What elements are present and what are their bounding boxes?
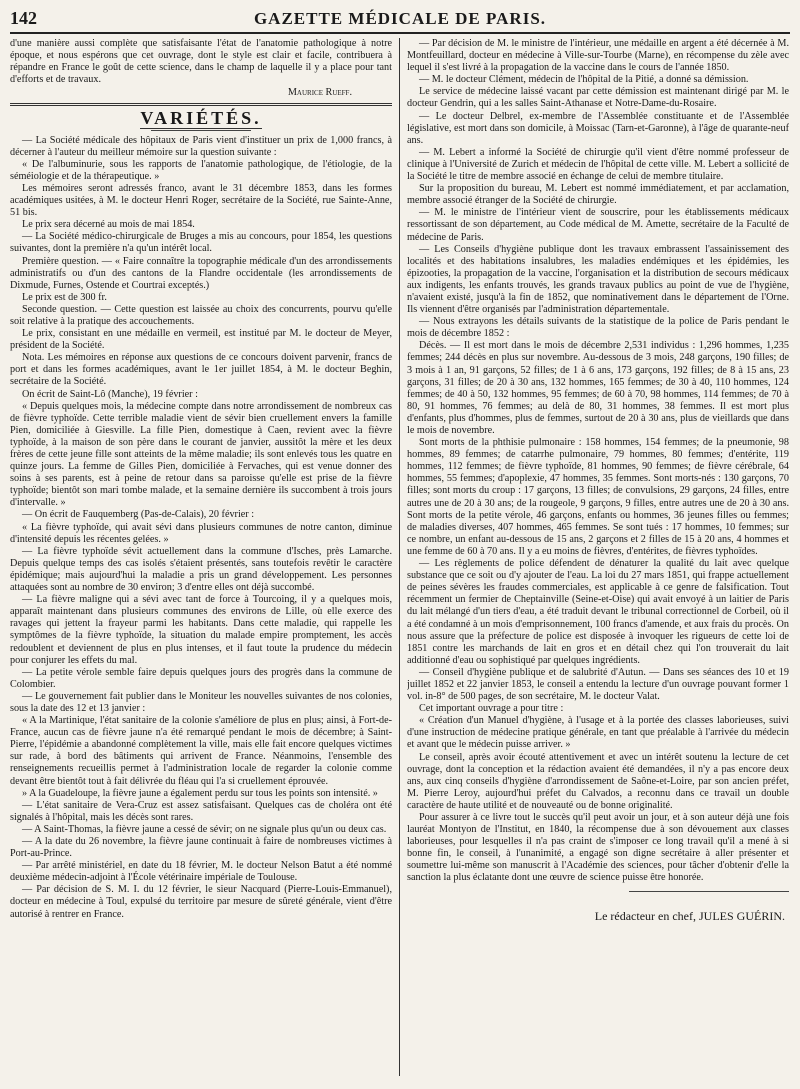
paragraph: Cet important ouvrage a pour titre : xyxy=(419,703,564,715)
paragraph: — Par décision de S. M. I. du 12 février, le sieur Nacquard (Pierre-Louis-Emmanuel), docteur en médecine à Toul, expulsé du territoire par mesure de sûreté générale, vient d'être autorisé à rentrer en France. xyxy=(10,884,392,920)
paragraph: Pour assurer à ce livre tout le succès qu'il peut avoir un jour, et à son auteur déjà une fois lauréat Montyon de l'Institut, en 1840, la récompense due à son dévouement aux classes laborieuses, pour lesquelles il n'a pas craint de s'imposer ce long travail qu'il a mené à si bonne fin, le conseil, à l'unanimité, a engagé son digne secrétaire à aller présenter et soumettre lui-même son manuscrit à l'Académie des sciences, pour tâcher d'obtenir d'elle la sanction la plus éclatante dont une œuvre de science puisse être honorée. xyxy=(407,812,789,884)
paragraph: — A la date du 26 novembre, la fièvre jaune continuait à faire de nombreuses victimes à Port-au-Prince. xyxy=(10,836,392,860)
paragraph: « Depuis quelques mois, la médecine compte dans notre arrondissement de nombreux cas de fièvre typhoïde. Cette terrible maladie vient de sévir bien cruellement envers la famille Pien, domiciliée à Giesville. La fille Pien, domestique à Caen, revient avec la fièvre typhoïde, à la maison de son père dans le courant de janvier, aussitôt la mère et les deux frères de cette jeune fille sont atteints de la même maladie; ils sont enlevés tous les quatre en quinze jours. La femme de Gilles Pien, domiciliée à Fervaches, qui est venue donner des soins à ses parents, est à peine de retour dans sa paroisse qu'elle est prise de la fièvre typhoïde; bientôt son mari tombe malade, et la semaine dernière ils succombent à trois jours d'intervalle. » xyxy=(10,400,392,509)
paragraph: « La fièvre typhoïde, qui avait sévi dans plusieurs communes de notre canton, diminue d'intensité depuis les récentes gelées. » xyxy=(10,521,392,545)
right-column xyxy=(407,38,789,1084)
paragraph: — M. le ministre de l'intérieur vient de souscrire, pour les établissements médicaux ressortissant de son département, au Code médical de M. Amette, secrétaire de la Faculté de médecine de Paris. xyxy=(407,207,789,243)
paragraph: Sur la proposition du bureau, M. Lebert est nommé immédiatement, et par acclamation, membre associé étranger de la Société de chirurgie. xyxy=(407,183,789,207)
review-signature: Maurice Rueff. xyxy=(287,87,352,99)
paragraph: — Le docteur Delbrel, ex-membre de l'Assemblée constituante et de l'Assemblée législative, est mort dans son domicile, à Moissac (Tarn-et-Garonne), à l'âge de quarante-neuf ans. xyxy=(407,110,789,146)
paragraph: Le prix sera décerné au mois de mai 1854. xyxy=(22,219,195,231)
column-rule xyxy=(399,38,400,1076)
section-divider xyxy=(10,103,392,106)
paragraph: Sont morts de la phthisie pulmonaire : 158 hommes, 154 femmes; de la pneumonie, 98 hommes, 89 femmes; de catarrhe pulmonaire, 79 hommes, 80 femmes; d'entérite, 119 hommes, 112 femmes; de fièvre typhoïde, 81 hommes, 90 femmes; de fièvre cérébrale, 64 hommes, 55 femmes; d'apoplexie, 47 hommes, 35 femmes. Sont morts-nés : 130 garçons, 70 filles; sont morts du croup : 17 garçons, 13 filles; de convulsions, 29 garçons, 24 filles, entre autres une de 20 à 30 ans; de la rougeole, 9 garçons, 9 filles, entre autres une de 20 à 30 ans. Sont morts de la petite vérole, 46 garçons, enfants ou hommes, 36 jeunes filles ou femmes; de maladies diverses, 407 hommes, 465 femmes. Se sont tués : 17 hommes, 10 femmes; sur ce nombre, un enfant au-dessous de 15 ans, 2 garçons et 2 filles de 15 à 20 ans, 4 hommes et une femme de 60 à 70 ans. Il y a eu moins de fièvres, d'entérites, de fièvres typhoïdes. xyxy=(407,437,789,557)
paragraph: — Nous extrayons les détails suivants de la statistique de la police de Paris pendant le mois de décembre 1852 : xyxy=(407,316,789,340)
paragraph: « De l'albuminurie, sous les rapports de l'anatomie pathologique, de l'étiologie, de la séméiologie et de la thérapeutique. » xyxy=(10,158,392,182)
paragraph: Les mémoires seront adressés franco, avant le 31 décembre 1853, dans les formes académiques usitées, à M. le docteur Henri Roger, secrétaire de la Société, rue Sainte-Anne, 51 bis. xyxy=(10,182,392,219)
paragraph: Nota. Les mémoires en réponse aux questions de ce concours doivent parvenir, francs de port et dans les formes académiques, avant le 1er juillet 1854, à M. le docteur Beghin, secrétaire de la Société. xyxy=(10,352,392,388)
paragraph: — La fièvre typhoïde sévit actuellement dans la commune d'Isches, près Lamarche. Depuis quelque temps des cas isolés s'étaient présentés, sans toutefois revêtir le caractère épidémique; mais aujourd'hui la maladie a pris un grand développement. Les personnes attaquées sont au nombre de 30 environ; 3 d'entre elles ont déjà succombé. xyxy=(10,545,392,594)
paragraph: On écrit de Saint-Lô (Manche), 19 février : xyxy=(22,388,198,400)
paragraph: Le prix est de 300 fr. xyxy=(22,291,107,303)
paragraph: Seconde question. — Cette question est laissée au choix des concurrents, pourvu qu'elle soit relative à la pratique des accouchements. xyxy=(10,303,392,327)
footer-divider xyxy=(629,891,789,892)
varietes-paragraphs xyxy=(10,135,392,921)
paragraph: Le conseil, après avoir écouté attentivement et avec un intérêt soutenu la lecture de cet ouvrage, dont la conception et la rédaction avaient été demandées, il n'y a pas encore deux ans, aux cinq conseils d'hygiène d'arrondissement de Saône-et-Loire, par son ancien préfet, M. Pierre Leroy, aujourd'hui préfet du Calvados, a reconnu dans ce travail un double caractère de haute utilité et de nouveauté ou de bonne originalité. xyxy=(407,751,789,811)
paragraph: — Conseil d'hygiène publique et de salubrité d'Autun. — Dans ses séances des 10 et 19 juillet 1852 et 22 janvier 1853, le conseil a entendu la lecture d'un ouvrage pouvant former 1 vol. in-8° de 500 pages, de son secrétaire, M. le docteur Valat. xyxy=(407,666,789,703)
paragraph: — Par décision de M. le ministre de l'intérieur, une médaille en argent a été décernée à M. Montfeuillard, docteur en médecine à Ville-sur-Tourbe (Marne), en récompense du zèle avec lequel il s'est livré à la propagation de la vaccine dans le cours de l'année 1850. xyxy=(407,38,789,74)
columns xyxy=(10,38,790,1084)
page-number: 142 xyxy=(10,8,37,28)
paragraph: » A la Guadeloupe, la fièvre jaune a également perdu sur tous les points son intensité. » xyxy=(22,787,378,799)
paragraph: — M. Lebert a informé la Société de chirurgie qu'il vient d'être nommé professeur de clinique à l'Université de Zurich et médecin de l'hôpital de cette ville. M. Lebert a sollicité de la Société le titre de membre associé en échange de celui de membre titulaire. xyxy=(407,146,789,183)
paragraph: — La petite vérole semble faire depuis quelques jours des progrès dans la commune de Colombier. xyxy=(10,666,392,690)
left-column xyxy=(10,38,392,1084)
paragraph: — Le gouvernement fait publier dans le Moniteur les nouvelles suivantes de nos colonies, sous la date des 12 et 13 janvier : xyxy=(10,690,392,714)
page-header xyxy=(10,6,790,34)
paragraph: — On écrit de Fauquemberg (Pas-de-Calais), 20 février : xyxy=(22,509,255,521)
paragraph: Décès. — Il est mort dans le mois de décembre 2,531 individus : 1,296 hommes, 1,235 femmes; 244 décès en plus sur novembre. Au-dessous de 3 mois, 248 garçons, 190 filles; de 3 mois à 1 an, 91 garçons, 52 filles; de 1 à 6 ans, 173 garçons, 192 filles; de 8 à 15 ans, 23 garçons, 31 filles; de 20 à 30 ans, 132 hommes, 165 femmes; de 30 à 40, 110 hommes, 124 femmes; de 40 à 50, 132 hommes, 95 femmes; de 60 à 70, 98 hommes, 114 femmes; de 70 à 80, 91 hommes, 76 femmes; au delà de 80, 31 hommes, 38 femmes. Il est mort plus d'enfants, plus d'hommes, plus de femmes, surtout de 20 à 30 ans, plus de vieillards que dans le mois de novembre. xyxy=(407,340,789,436)
paragraph: Première question. — « Faire connaître la topographie médicale d'un des arrondissements administratifs ou d'un des cantons de la Flandre occidentale (les arrondissements de Dixmude, Furnes, Ostende et Courtrai exceptés.) xyxy=(10,255,392,291)
paragraph: — Par arrêté ministériel, en date du 18 février, M. le docteur Nelson Batut a été nommé deuxième médecin-adjoint à l'École vétérinaire impériale de Toulouse. xyxy=(10,860,392,884)
paragraph: — La Société médicale des hôpitaux de Paris vient d'instituer un prix de 1,000 francs, à décerner à l'auteur du meilleur mémoire sur la question suivante : xyxy=(10,134,392,158)
newspaper-page xyxy=(10,6,790,1084)
paragraph: — La fièvre maligne qui a sévi avec tant de force à Tourcoing, il y a quelques mois, apparaît maintenant dans plusieurs communes des environs de Lille, où elle exerce des ravages qui jettent la frayeur parmi les habitants. Dans cette maladie, qui rappelle les symptômes de la fièvre typhoïde, la situation du malade empire promptement, les accès redoublent et deviennent de plus en plus intenses, et il faut toute la prudence du médecin pour conjurer les effets du mal. xyxy=(10,594,392,666)
paragraph: « A la Martinique, l'état sanitaire de la colonie s'améliore de plus en plus; ainsi, à Fort-de-France, aucun cas de fièvre jaune n'a été remarqué pendant le mois de décembre; à Saint-Pierre, l'épidémie a abandonné complètement la ville, mais elle fait encore quelques victimes sur rade, à bord des bâtiments qui arrivent de France. Néanmoins, l'ensemble des renseignements recueillis permet à l'administration locale de regarder la colonie comme devant être bientôt tout à fait délivrée du fléau qui l'a si cruellement éprouvée. xyxy=(10,715,392,787)
editor-signature: Le rédacteur en chef, JULES GUÉRIN. xyxy=(594,908,785,923)
paragraph: — Les Conseils d'hygiène publique dont les travaux embrassent l'assainissement des localités et des habitations insalubres, les maladies endémiques et les épidémies, les épizooties, la propagation de la vaccine, l'organisation et la distribution de secours médicaux aux indigents, les enfants trouvés, les grands travaux publics au point de vue de l'hygiène, n'avaient existé, jusqu'à la fin de 1852, que nominativement dans le département de l'Orne. Ils viennent d'être organisés par l'administration départementale. xyxy=(407,243,789,316)
section-title: VARIÉTÉS. xyxy=(140,108,262,129)
paragraph: — M. le docteur Clément, médecin de l'hôpital de la Pitié, a donné sa démission. xyxy=(419,74,749,86)
news-paragraphs xyxy=(407,38,789,885)
paragraph: — Les règlements de police défendent de dénaturer la qualité du lait avec quelque substance que ce soit ou d'y ajouter de l'eau. La loi du 27 mars 1851, qui frappe actuellement de peines sévères les fraudes commerciales, est applicable à ce genre de falsification. Tout récemment un fermier de Cheptainville (Seine-et-Oise) qui avait envoyé à un laitier de Paris du lait mélangé d'un tiers d'eau, a été traduit devant le tribunal correctionnel de Corbeil, où il a été condamné à un mois d'emprisonnement, 100 francs d'amende, et aux frais du procès. On nous assure que la préfecture de police est disposée à invoquer les rigueurs de cette loi de 1851 contre les marchands de lait en gros et en détail chez qui l'on trouverait du lait additionné d'eau ou sophistiqué par quelques ingrédients. xyxy=(407,558,789,666)
short-divider xyxy=(151,130,251,131)
paragraph: — A Saint-Thomas, la fièvre jaune a cessé de sévir; on ne signale plus qu'un ou deux cas. xyxy=(22,823,387,835)
publication-title: GAZETTE MÉDICALE DE PARIS. xyxy=(253,9,547,28)
review-conclusion: d'une manière aussi complète que satisfaisante l'état de l'anatomie pathologique à notre époque, et nous espérons que cet ouvrage, dont le style est clair et facile, contribuera à répandre en France le goût de cette science, dans le champ de laquelle il y a place pour tant d'efforts et de travaux. xyxy=(10,38,392,86)
paragraph: — La Société médico-chirurgicale de Bruges a mis au concours, pour 1854, les questions suivantes, dont la première n'a qu'un intérêt local. xyxy=(10,231,392,255)
paragraph: Le service de médecine laissé vacant par cette démission est maintenant dirigé par M. le docteur Gendrin, qui a les salles Saint-Athanase et Notre-Dame-du-Rosaire. xyxy=(407,86,789,110)
paragraph: Le prix, consistant en une médaille en vermeil, est institué par M. le docteur de Meyer, président de la Société. xyxy=(10,328,392,352)
paragraph: « Création d'un Manuel d'hygiène, à l'usage et à la portée des classes laborieuses, suivi d'une instruction de médecine pratique générale, en tant que préalable à l'arrivée du médecin et avant que le médecin puisse arriver. » xyxy=(407,715,789,751)
paragraph: — L'état sanitaire de Vera-Cruz est assez satisfaisant. Quelques cas de choléra ont été signalés à l'hôpital, mais les décès sont rares. xyxy=(10,799,392,823)
